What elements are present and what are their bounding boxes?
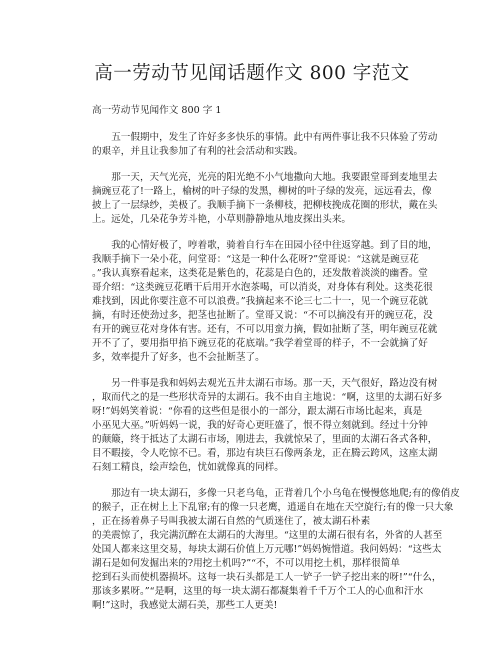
paragraph-line: ，正在扬着鼻子号叫我被太湖石自然的气质迷住了，被太湖石朴素 bbox=[92, 516, 371, 527]
paragraph-line: 上。远处，几朵花争芳斗艳，小草则静静地从地皮探出头来。 bbox=[92, 214, 352, 225]
paragraph-line: 小巫见大巫。”听妈妈一说，我的好奇心更旺盛了，恨不得立刻就到。经过十分钟 bbox=[92, 420, 428, 431]
paragraph-line: 处国人都来这里交易，每块太湖石价值上万元哪!”妈妈惋惜道。我问妈妈：“这些太 bbox=[92, 544, 442, 555]
paragraph-line: 另一件事是我和妈妈去观光五井太湖石市场。那一天，天气很好，路边没有树 bbox=[111, 378, 438, 389]
paragraph-line: 开不了了，要用指甲掐下豌豆花的花底端。”我学着堂哥的样子，不一会就摘了好 bbox=[92, 338, 428, 349]
paragraph-line: 摘豌豆花了!一路上，榆树的叶子绿的发黑，柳树的叶子绿的发亮，远远看去，像 bbox=[92, 186, 432, 197]
paragraph-line: 啊!”这时，我感觉太湖石美，那些工人更美! bbox=[92, 600, 278, 611]
paragraph-line: 哥介绍：“这类豌豆花晒干后用开水泡茶喝，可以消炎，对身体有利处。这类花很 bbox=[92, 282, 433, 293]
paragraph-line: 。”我认真察看起来，这类花是紫色的，花蕊是白色的，还发散着淡淡的幽香。堂 bbox=[92, 268, 428, 279]
paragraph-line: 的猴子，正在树上上下乱窜;有的像一只老鹰，逍遥自在地在天空旋行;有的像一只大象 bbox=[92, 502, 454, 513]
paragraph bbox=[92, 171, 438, 227]
paragraph-line: 披上了一层绿纱，美极了。我顺手摘下一条柳枝，把柳枝挽成花圈的形状，戴在头 bbox=[92, 200, 438, 211]
paragraph-line: 摘，有时还使劲过多，把茎也扯断了。堂哥又说：“不可以摘没有开的豌豆花，没 bbox=[92, 310, 433, 321]
paragraph bbox=[92, 377, 443, 475]
paragraph bbox=[92, 239, 438, 365]
paragraph-line: 那该多累呀。”“是啊，这里的每一块太湖石都凝集着千千万个工人的心血和汗水 bbox=[92, 586, 424, 597]
paragraph bbox=[92, 131, 438, 159]
paragraph-line: 的颠簸，终于抵达了太湖石市场，刚进去，我就惊呆了，里面的太湖石各式各种， bbox=[92, 434, 438, 445]
paragraph-line: 呀!”妈妈笑着说：“你看的这些但是很小的一部分，跟太湖石市场比起来，真是 bbox=[92, 406, 423, 417]
paragraph-line: 石刻工精良，绘声绘色，忧如就像真的同样。 bbox=[92, 462, 284, 473]
paragraph-line: 的艰辛，并且让我参加了有利的社会活动和实践。 bbox=[92, 146, 304, 157]
document-subtitle: 高一劳动节见闻作文 800 字 1 bbox=[92, 105, 222, 116]
paragraph-line: 我顺手摘下一朵小花，问堂哥：“这是一种什么花呀?”堂哥说：“这就是豌豆花 bbox=[92, 254, 419, 265]
paragraph bbox=[92, 487, 460, 613]
paragraph-line: 难找到，因此你要注意不可以浪费。”我摘起来不论三七二十一，见一个豌豆花就 bbox=[92, 296, 428, 307]
paragraph-line: 的美震惊了，我完满沉醉在太湖石的大海里。“这里的太湖石很有名，外省的人甚至 bbox=[92, 530, 443, 541]
document-body bbox=[92, 131, 460, 613]
paragraph-line: 我的心情好极了，哼着歌，骑着自行车在田园小径中往返穿越。到了目的地， bbox=[111, 240, 438, 251]
paragraph-line: 挖到石头而使机器损坏。这每一块石头都是工人一铲子一铲子挖出来的呀!”“什么， bbox=[92, 572, 442, 583]
paragraph-line: 那边有一块太湖石，多像一只老乌龟，正背着几个小乌龟在慢慢悠地爬;有的像俏皮 bbox=[111, 488, 460, 499]
paragraph-line: 那一天，天气光亮，光亮的阳光绝不小气地撒向大地。我要跟堂哥到麦地里去 bbox=[111, 172, 438, 183]
document-title: 高一劳动节见闻话题作文 800 字范文 bbox=[94, 63, 410, 84]
paragraph-line: ，取而代之的是一些形状奇异的太湖石。我不由自主地说：“啊，这里的太湖石好多 bbox=[92, 392, 443, 403]
paragraph-line: 五一假期中，发生了许好多多快乐的事情。此中有两件事让我不只体验了劳动 bbox=[111, 132, 438, 143]
paragraph-line: 多，效率提升了好多，也不会扯断茎了。 bbox=[92, 352, 265, 363]
paragraph-line: 目不暇接，令人吃惊不已。看，那边有块巨石像两条龙，正在腾云跨风，这座太湖 bbox=[92, 448, 438, 459]
paragraph-line: 湖石是如何发掘出来的?用挖土机吗?”“不，不可以用挖土机，那样很简单 bbox=[92, 558, 400, 569]
paragraph-line: 有开的豌豆花对身体有害。还有，不可以用蛮力摘，假如扯断了茎，明年豌豆花就 bbox=[92, 324, 438, 335]
